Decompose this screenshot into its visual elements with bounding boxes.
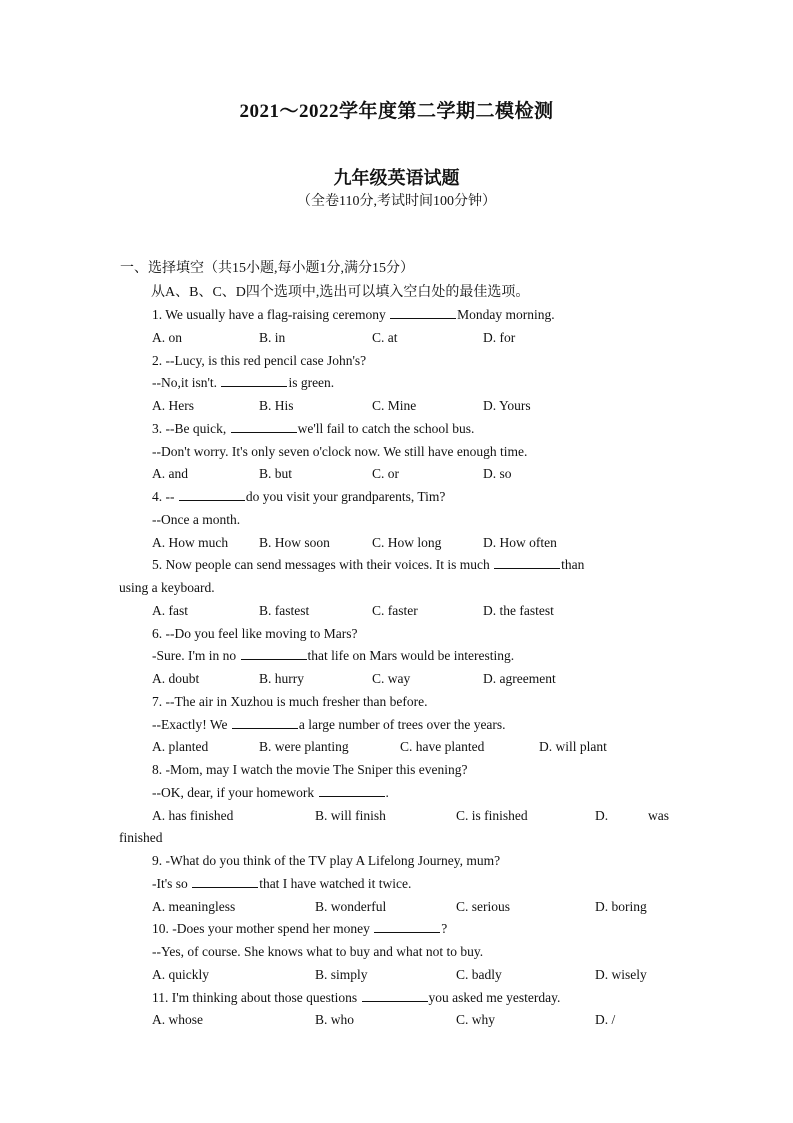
option-a: A. and	[152, 466, 188, 482]
option-continued: finished	[119, 830, 163, 846]
question-stem: 11. I'm thinking about those questions you asked me yesterday.	[0, 987, 793, 1010]
answer-blank	[221, 372, 287, 387]
options-row	[0, 964, 793, 987]
option-d: D. How often	[483, 534, 557, 550]
option-c: C. at	[372, 329, 398, 345]
option-c: C. badly	[456, 966, 502, 982]
answer-blank	[362, 987, 428, 1002]
option-c: C. serious	[456, 898, 510, 914]
question-stem: 9. -What do you think of the TV play A Lifelong Journey, mum?	[152, 853, 501, 868]
option-a: A. How much	[152, 534, 229, 550]
question-stem: 4. -- do you visit your grandparents, Tim?	[0, 486, 793, 509]
options-row	[0, 896, 793, 919]
option-b: B. simply	[315, 966, 368, 982]
option-d: D. so	[483, 466, 512, 482]
answer-blank	[231, 418, 297, 433]
option-c: C. or	[372, 466, 399, 482]
answer-blank	[390, 304, 456, 319]
option-d: D. for	[483, 329, 516, 345]
option-d: D. wisely	[595, 966, 647, 982]
options-row	[0, 463, 793, 486]
question-reply: --Don't worry. It's only seven o'clock now. We still have enough time.	[152, 443, 528, 459]
option-b: B. wonderful	[315, 898, 387, 914]
option-a: A. meaningless	[152, 898, 236, 914]
answer-blank	[241, 645, 307, 660]
option-b: B. will finish	[315, 807, 386, 823]
option-a: A. quickly	[152, 966, 209, 982]
exam-subtitle: 九年级英语试题	[333, 168, 460, 188]
option-d: D.	[595, 807, 609, 823]
question-stem: 7. --The air in Xuzhou is much fresher than before.	[152, 693, 428, 709]
option-c: C. is finished	[456, 807, 528, 823]
option-c: C. have planted	[400, 739, 485, 755]
question-reply: --No,it isn't. is green.	[0, 372, 793, 395]
options-row	[0, 395, 793, 418]
options-row	[0, 1009, 793, 1032]
option-b: B. who	[315, 1012, 355, 1028]
question-stem: 5. Now people can send messages with their voices. It is much than	[0, 554, 672, 577]
answer-blank	[192, 873, 258, 888]
options-row	[0, 532, 793, 555]
question-reply: -It's so that I have watched it twice.	[0, 873, 793, 896]
answer-blank	[374, 918, 440, 933]
option-b: B. in	[259, 329, 286, 345]
option-a: A. fast	[152, 602, 188, 618]
option-d: D. boring	[595, 898, 647, 914]
question-stem: 8. -Mom, may I watch the movie The Sniper this evening?	[152, 762, 468, 777]
options-row	[0, 668, 793, 691]
option-d: D. will plant	[539, 739, 607, 755]
option-a: A. planted	[152, 739, 209, 755]
options-row	[0, 327, 793, 350]
exam-title: 2021～2022学年度第二学期二模检测	[239, 101, 554, 122]
question-stem: 3. --Be quick, we'll fail to catch the school bus.	[0, 418, 793, 441]
question-stem: 2. --Lucy, is this red pencil case John's?	[152, 352, 367, 368]
option-d-text: was	[648, 807, 669, 823]
options-row	[0, 736, 793, 759]
option-b: B. His	[259, 398, 294, 413]
option-c: C. why	[456, 1012, 496, 1028]
option-a: A. on	[152, 329, 182, 345]
option-a: A. whose	[152, 1012, 203, 1028]
option-d: D. agreement	[483, 671, 556, 686]
question-stem: 6. --Do you feel like moving to Mars?	[152, 625, 358, 641]
option-b: B. How soon	[259, 534, 330, 550]
question-reply: -Sure. I'm in no that life on Mars would be interesting.	[0, 645, 793, 668]
options-row	[0, 805, 793, 828]
question-stem: 10. -Does your mother spend her money ?	[0, 918, 793, 941]
answer-blank	[232, 714, 298, 729]
option-a: A. Hers	[152, 398, 194, 413]
option-c: C. Mine	[372, 398, 417, 413]
option-d: D. Yours	[483, 398, 531, 413]
option-c: C. How long	[372, 534, 442, 550]
question-stem-continued: using a keyboard.	[119, 580, 215, 595]
answer-blank	[494, 554, 560, 569]
question-reply: --Once a month.	[152, 511, 241, 527]
question-reply: --Exactly! We a large number of trees over the years.	[0, 714, 793, 737]
answer-blank	[319, 782, 385, 797]
exam-note: （全卷110分,考试时间100分钟）	[297, 194, 496, 209]
option-b: B. hurry	[259, 671, 304, 686]
question-reply: --OK, dear, if your homework .	[0, 782, 793, 805]
answer-blank	[179, 486, 245, 501]
option-c: C. faster	[372, 602, 418, 618]
section-instruction: 从A、B、C、D四个选项中,选出可以填入空白处的最佳选项。	[151, 285, 530, 300]
option-d: D. the fastest	[483, 602, 554, 618]
option-b: B. but	[259, 466, 293, 482]
options-row	[0, 600, 793, 623]
section-heading: 一、选择填空（共15小题,每小题1分,满分15分）	[120, 261, 414, 276]
option-a: A. has finished	[152, 807, 234, 823]
option-c: C. way	[372, 671, 411, 686]
option-a: A. doubt	[152, 671, 200, 686]
option-b: B. were planting	[259, 739, 349, 755]
question-stem: 1. We usually have a flag-raising ceremony Monday morning.	[0, 304, 793, 327]
option-b: B. fastest	[259, 602, 310, 618]
question-list	[0, 304, 793, 1032]
question-reply: --Yes, of course. She knows what to buy and what not to buy.	[152, 944, 484, 959]
option-d: D. /	[595, 1012, 616, 1028]
